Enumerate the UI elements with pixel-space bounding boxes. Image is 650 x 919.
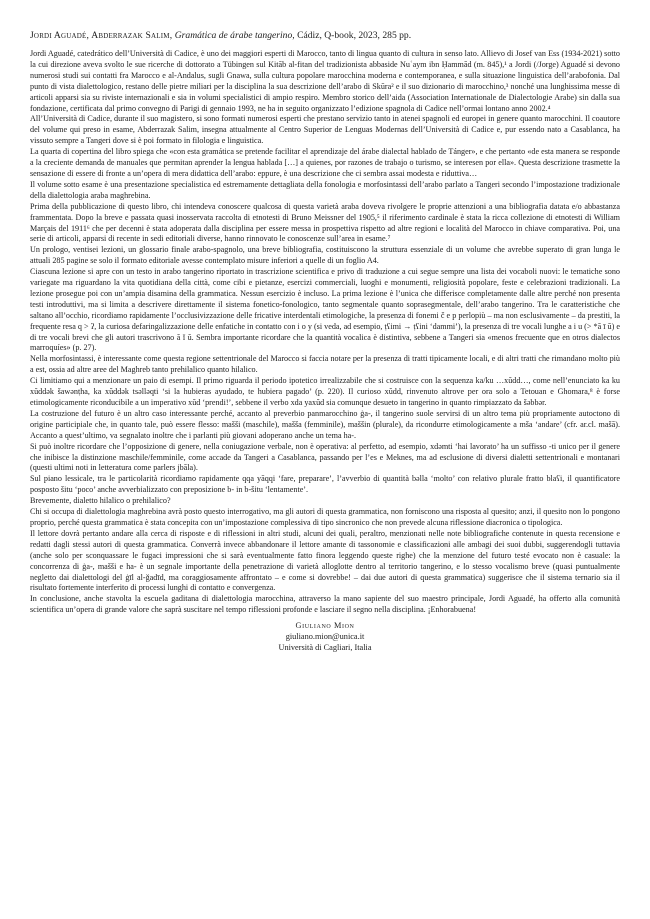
paragraph: Il lettore dovrà pertanto andare alla cerca di risposte e di riflessioni in altri studi, alcuni dei quali, peraltro, menzionati nelle note bibliografiche contenute in questa recensione e redatti dagli stessi autori di questa grammatica. Converrà invece abbandonare il lettore amante di tassonomie e classificazioni alle ambagi dei suoi dubbi, suggerendogli tuttavia (anche solo per sconquassare le fugaci impressioni che si sarà eventualmente fatto finora leggendo queste righe) che la menzione del futuro testé evocato non è casuale: la concorrenza di ġa-, mašši e ha- è un segnale importante della penetrazione di varietà alloglotte dentro al territorio tangerino, e lo stesso vocalismo breve (quasi puntualmente negletto dai dialettologi del ġīl al-ğadīd, ma coraggiosamente affrontato – e come si dovrebbe! – dai due autori di questa grammatica) suggerisce che il sistema ternario sia il risultato fortemente interferito di processi lunghi di contatto e convergenza. (30, 528, 620, 593)
paragraph: Sul piano lessicale, tra le particolarità ricordiamo rapidamente qqa yāqqi ‘fare, preparare’, l’avverbio di quantità bǝlla ‘molto’ con relativo plurale fratto blaʕi, il quantificatore posposto šitu ‘poco’ anche avverbializzato con preposizione b- in b-šitu ‘lentamente’. (30, 474, 620, 495)
paragraph: Jordi Aguadé, catedrático dell’Università di Cadice, è uno dei maggiori esperti di Marocco, tanto di lingua quanto di cultura in senso lato. Allievo di Josef van Ess (1934-2021) sotto la cui direzione aveva svolto le sue ricerche di dottorato a Tübingen sul Kitāb al-fitan del tradizionista abbaside Nuʿaym ibn Ḥammād (m. 845),¹ a Jordi (/Jorge) Aguadé si devono numerosi studi sui contatti fra Marocco e al-Andalus, sugli Gnawa, sulla cultura popolare marocchina moderna e contemporanea, e sulla situazione linguistica dell’arabofonia. Dal punto di vista dialettologico, restano delle pietre miliari per la disciplina la sua descrizione dell’arabo di Skūra² e il suo dizionario di marocchino,³ nonché una lunghissima messe di articoli apparsi sia su riviste internazionali e sia in volumi specialistici di ampio respiro. Membro storico dell’aida (Association Internationale de Dialectologie Arabe) sin dalla sua fondazione, certificata dal primo convegno di Parigi di gennaio 1993, ne ha in seguito organizzato l’edizione spagnola di Cadice nell’ormai lontano anno 2002.⁴ (30, 49, 620, 113)
paragraph: Nella morfosintassi, è interessante come questa regione settentrionale del Marocco si faccia notare per la presenza di tratti tipicamente locali, e di altri tratti che rimandano molto più a est, ossia ad altre aree del Maghreb tanto prehilalico quanto hilalico. (30, 354, 620, 375)
paragraph: In conclusione, anche stavolta la escuela gaditana di dialettologia marocchina, attraverso la mano sapiente del suo maestro principale, Jordi Aguadé, ha offerto alla comunità scientifica un’opera di grande valore che saprà suscitare nel tempo riflessioni profonde e lasciare il segno nella disciplina. ¡Enhorabuena! (30, 594, 620, 615)
reviewer-email: giuliano.mion@unica.it (285, 632, 365, 642)
paragraph: La costruzione del futuro è un altro caso interessante perché, accanto al preverbio panmarocchino ġa-, il tangerino suole servirsi di un altro tema più propriamente autoctono di origine participiale che, in quanto tale, può essere flesso: mašši (maschile), mašša (femminile), maššin (plurale), da ricondurre etimologicamente a mša ‘andare’ (cfr. ar.cl. mašā). Accanto a quest’ultimo, va segnalato inoltre che i parlanti più giovani adoperano anche un tema ha-. (30, 408, 620, 440)
paragraph: Brevemente, dialetto hilalico o prehilalico? (30, 496, 171, 506)
paragraph: Ci limitiamo qui a menzionare un paio di esempi. Il primo riguarda il periodo ipotetico irrealizzabile che si costruisce con la sequenza ka/ku …xŭdd…, come nell’enunciato ka ku xŭddǝk šawǝnṭha, ka xŭddǝk tsǝllǝqti ‘si la hubieras ayudado, te hubiera pagado’ (p. 220). Il curioso xŭdd, rinvenuto altrove per ora solo a Tetouan e Ghomara,⁸ è forse etimologicamente riconducibile a un imperativo xŭd ‘prendi!’, sebbene il verbo xda yaxŭd sia comunque desueto in tangerino in quanto rimpiazzato da šǝbbǝr. (30, 376, 620, 407)
review-header (30, 30, 620, 42)
book-title: Gramática de árabe tangerino, (174, 30, 295, 41)
review-page (30, 30, 620, 653)
review-body (30, 49, 620, 616)
paragraph: All’Università di Cadice, durante il suo magistero, si sono formati numerosi esperti che prestano servizio tanto in atenei spagnoli ed europei in genere quanto marocchini. Il coautore del volume qui preso in esame, Abderrazak Salim, insegna attualmente al Centro Superior de Lenguas Modernas dell’Università di Cadice e, pur essendo nato a Casablanca, ha vissuto sempre a Tangeri dove si è poi formato in filologia e linguistica. (30, 114, 620, 146)
reviewer-signature (30, 620, 620, 653)
paragraph: Il volume sotto esame è una presentazione specialistica ed estremamente dettagliata della fonologia e morfosintassi dell’arabo parlato a Tangeri secondo l’impostazione tradizionale della dialettologia araba maghrebina. (30, 179, 620, 200)
reviewer-name: Giuliano Mion (295, 621, 355, 631)
paragraph: Ciascuna lezione si apre con un testo in arabo tangerino riportato in trascrizione scientifica e privo di traduzione a cui segue sempre una lista dei vocaboli nuovi: le tematiche sono variegate ma riguardano la vita quotidiana della città, come cibi e pietanze, esercizi commerciali, luoghi e monumenti, religiosità popolare, feste e celebrazioni tradizionali. La lezione prosegue poi con un’ampia disamina della grammatica. Nessun esercizio è incluso. La prima lezione è l’unica che differisce completamente dalle altre perché non presenta testi introduttivi, ma si limita a descrivere direttamente il sistema fonetico-fonologico, tanto segmentale quanto soprasegmentale, dell’arabo tangerino. Tra le caratteristiche che saltano all’occhio, ricordiamo rapidamente l’occlusivizzazione delle fricative interdentali etimologiche, la presenza di fonemi č e p perlopiù – ma non esclusivamente – da prestiti, la frequente resa q > ʔ, la curiosa defaringalizzazione delle enfatiche in contatto con i o y (si veda, ad esempio, ṭʕimi → ṭʕini ‘dammi’), la presenza di tre vocali lunghe a i u (> *ā ī ū) e di tre vocali brevi che gli autori trascrivono ă ĭ ŭ. Sembra importante ricordare che la quantità vocalica è distintiva, sebbene a Tangeri sia «menos frecuente que en otros dialectos marroquíes» (p. 27). (30, 267, 620, 353)
paragraph: La quarta di copertina del libro spiega che «con esta gramática se pretende facilitar el aprendizaje del árabe dialectal hablado de Tánger», e che pertanto «de esta manera se responde a la creciente demanda de manuales que permitan aprender la lengua hablada […] a quienes, por razones de trabajo o turismo, se interesen por ella». Questa descrizione trasmette la sensazione di essere di fronte a un’opera di mera didattica dell’arabo: eppure, è una descrizione che ci sembra assai modesta e riduttiva… (30, 147, 620, 178)
paragraph: Un prologo, ventisei lezioni, un glossario finale arabo-spagnolo, una breve bibliografia, costituiscono la struttura essenziale di un volume che avrebbe superato di gran lunga le attuali 285 pagine se solo il formato editoriale avesse contemplato misure inferiori a quelle di un foglio A4. (30, 245, 620, 266)
book-authors: Jordi Aguadé, Abderrazak Salim, (30, 30, 173, 41)
paragraph: Si può inoltre ricordare che l’opposizione di genere, nella coniugazione verbale, non è operativa: al perfetto, ad esempio, xdǝmti ‘hai lavorato’ ha un suffisso -ti unico per il genere che inibisce la distinzione maschile/femminile, come accade da Tangeri a Casablanca, passando per l’es e Meknes, ma ad esclusione di diversi dialetti settentrionali e montanari (questi ultimi noti in letteratura come parlers jbāla). (30, 441, 620, 473)
paragraph: Chi si occupa di dialettologia maghrebina avrà posto questo interrogativo, ma gli autori di questa grammatica, non forniscono una risposta al quesito; anzi, il quesito non lo pongono proprio, perché questa grammatica è stata concepita con un’impostazione complessiva di tipo sincronico che non prevede alcuna riflessione diacronica o tipologica. (30, 507, 620, 527)
paragraph: Prima della pubblicazione di questo libro, chi intendeva conoscere qualcosa di questa varietà araba doveva rivolgere le proprie attenzioni a una bibliografia datata e/o abbastanza frammentata. Dopo la breve e passata quasi inosservata raccolta di etnotesti di Bruno Meissner del 1905,⁵ il riferimento cardinale è stata la ricca collezione di etnotesti di William Marçais del 1911⁶ che per decenni è stata adoperata dalla disciplina per essere messa in prospettiva rispetto ad altre regioni e località del Marocco in chiave comparativa. Poi, una serie di articoli, apparsi di recente in sedi editoriali diverse, hanno rinnovato le conoscenze sull’area in esame.⁷ (30, 201, 620, 244)
reviewer-affiliation: Università di Cagliari, Italia (278, 643, 372, 653)
book-publication-info: Cádiz, Q-book, 2023, 285 pp. (297, 30, 412, 41)
